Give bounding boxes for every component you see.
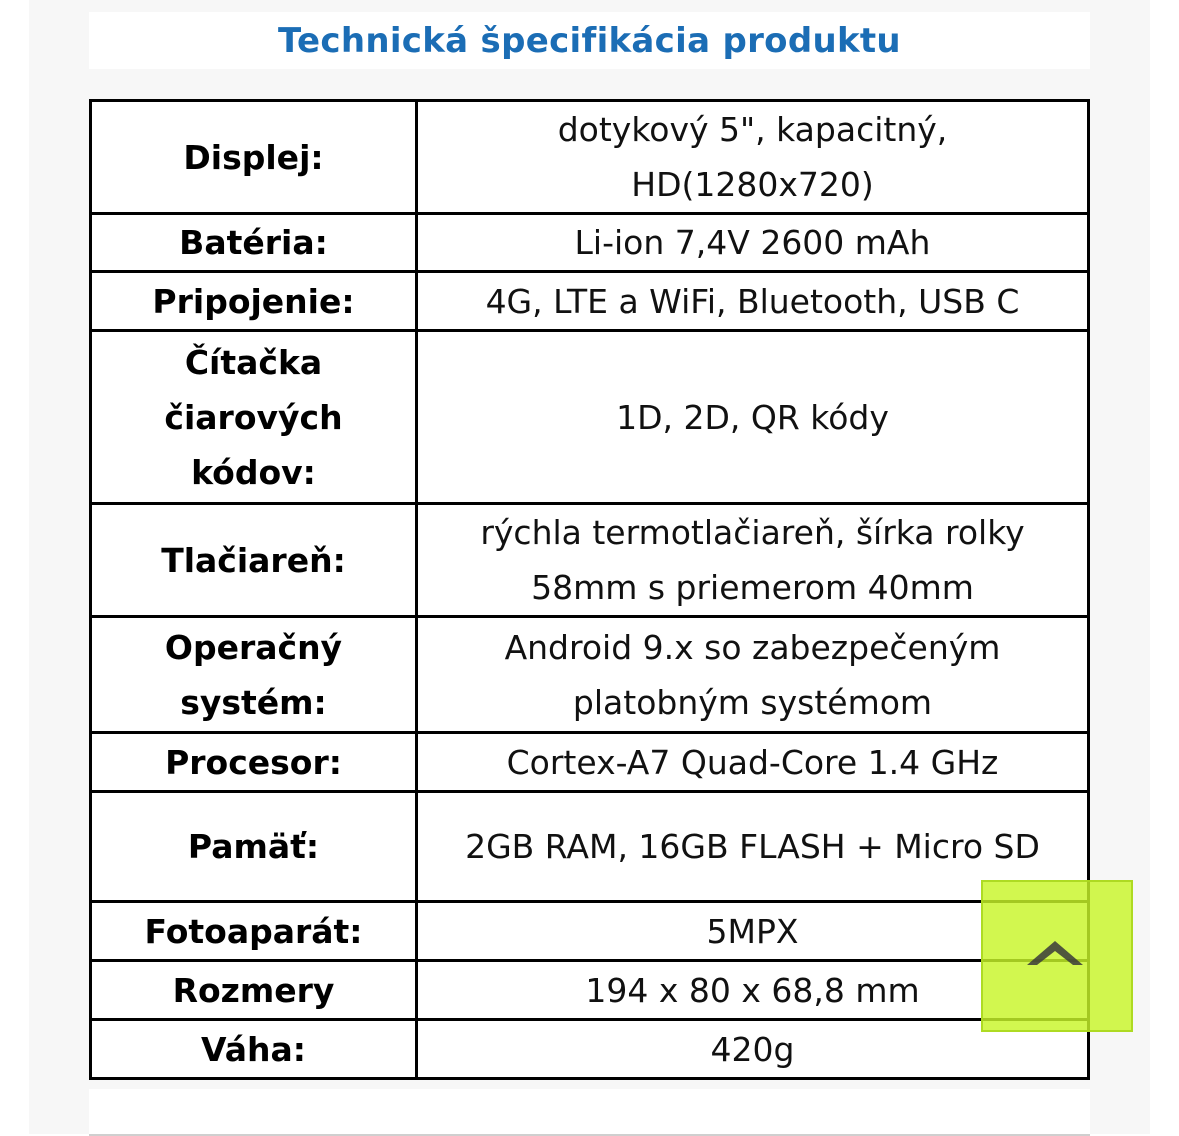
table-row [91,331,1089,504]
spec-label-memory: Pamäť: [91,792,417,902]
table-row [91,961,1089,1020]
table-row [91,733,1089,792]
spec-label-connectivity: Pripojenie: [91,272,417,331]
table-row [91,272,1089,331]
table-row [91,101,1089,214]
table-row [91,792,1089,902]
spec-label-barcode-reader: Čítačka čiarových kódov: [91,331,417,504]
spec-value-weight: 420g [417,1020,1089,1079]
page-title: Technická špecifikácia produktu [278,20,901,61]
spec-value-camera: 5MPX [417,902,1089,961]
spec-label-processor: Procesor: [91,733,417,792]
next-section-box [89,1089,1090,1136]
spec-value-display: dotykový 5", kapacitný, HD(1280x720) [417,101,1089,214]
table-row [91,902,1089,961]
spec-label-os: Operačný systém: [91,617,417,733]
spec-label-display: Displej: [91,101,417,214]
table-row [91,1020,1089,1079]
spec-value-dimensions: 194 x 80 x 68,8 mm [417,961,1089,1020]
chevron-up-icon [1025,939,1085,969]
spec-value-printer: rýchla termotlačiareň, šírka rolky 58mm s priemerom 40mm [417,504,1089,617]
spec-label-dimensions: Rozmery [91,961,417,1020]
spec-label-battery: Batéria: [91,214,417,272]
table-row [91,504,1089,617]
spec-value-barcode-reader: 1D, 2D, QR kódy [417,331,1089,504]
title-box [89,12,1090,69]
spec-value-connectivity: 4G, LTE a WiFi, Bluetooth, USB C [417,272,1089,331]
spec-value-battery: Li-ion 7,4V 2600 mAh [417,214,1089,272]
scroll-to-top-button[interactable] [981,880,1133,1032]
spec-value-os: Android 9.x so zabezpečeným platobným systémom [417,617,1089,733]
spec-label-camera: Fotoaparát: [91,902,417,961]
spec-value-processor: Cortex-A7 Quad-Core 1.4 GHz [417,733,1089,792]
table-row [91,214,1089,272]
spec-label-printer: Tlačiareň: [91,504,417,617]
spec-table [89,99,1090,1080]
spec-value-memory: 2GB RAM, 16GB FLASH + Micro SD [417,792,1089,902]
table-row [91,617,1089,733]
spec-label-weight: Váha: [91,1020,417,1079]
